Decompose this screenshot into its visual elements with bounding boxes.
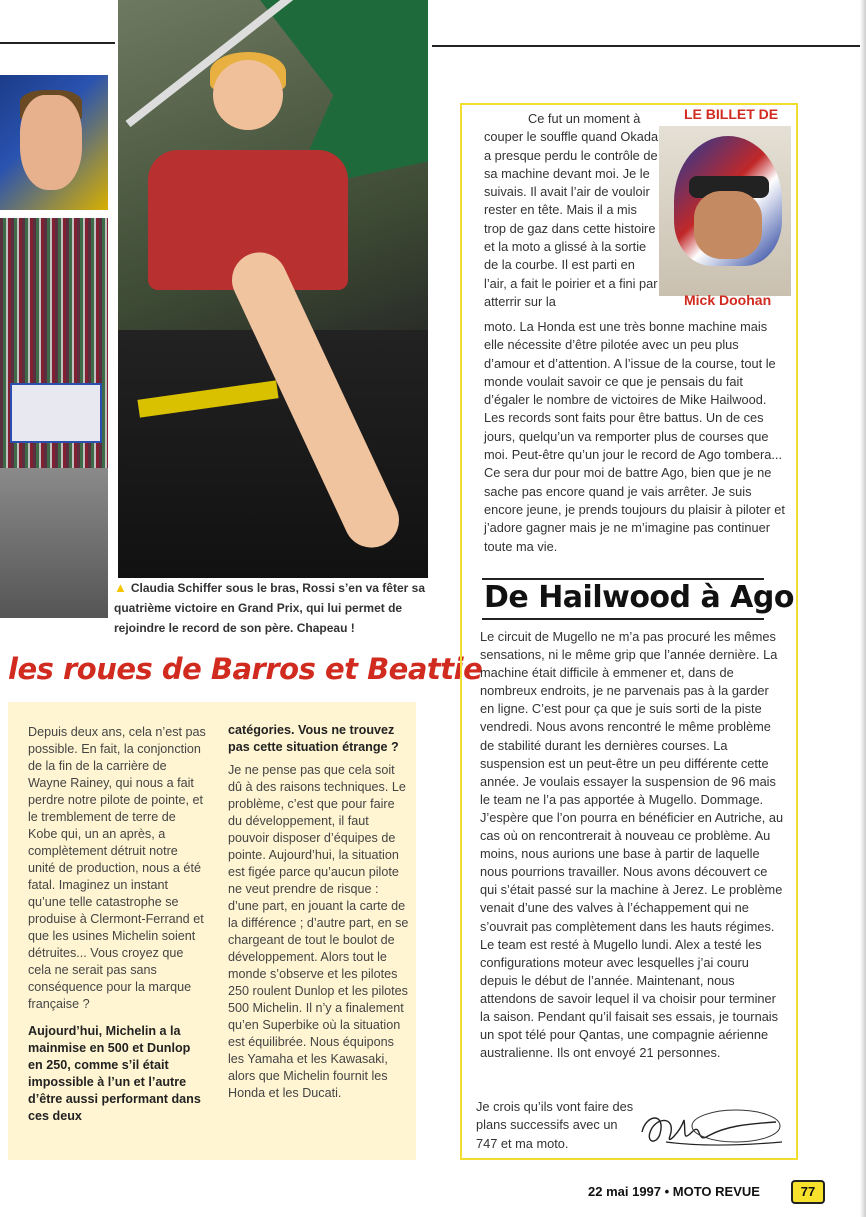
photo-caption	[114, 578, 426, 638]
caption-text: Claudia Schiffer sous le bras, Rossi s’en va fêter sa quatrième victoire en Grand Prix, qui lui permet de rejoindre le record de son père. Chapeau !	[114, 581, 425, 635]
article-column-2	[228, 722, 410, 1102]
page-edge	[860, 0, 866, 1217]
doohan-portrait	[659, 126, 791, 296]
article-column-1	[28, 724, 208, 1125]
billet-subhead: De Hailwood à Ago	[484, 580, 794, 615]
billet-header: LE BILLET DE	[684, 106, 779, 122]
billet-intro-narrow: Ce fut un moment à couper le souffle quand Okada a presque perdu le contrôle de sa machine devant moi. Je le suivais. Il avait l’air de vouloir rester en tête. Mais il a mis trop de gaz dans cette histoire et la moto a glissé à la sortie de la courbe. Il est parti en l’air, a fait le poirier et a fini par atterrir sur la	[484, 111, 659, 309]
billet-tail-text: Je crois qu’ils vont faire des plans successifs avec un 747 et ma moto.	[476, 1099, 634, 1151]
rider-portrait-photo	[0, 75, 108, 210]
article-paragraph: Je ne pense pas que cela soit dû à des raisons techniques. Le problème, c’est que pour faire du développement, il faut pouvoir disposer d’équipes de pointe. Aujourd’hui, la situation est figée parce qu’aucun pilote ne veut prendre de risque : d’une part, en jouant la carte de la différence ; d’autre part, en se chargeant de tout le boulot de développement. Alors tout le monde s’observe et les pilotes 250 roulent Dunlop et les pilotes 500 Michelin. Il n’y a finalement qu’en Superbike où la situation est équilibrée. Nous équipons les Yamaha et les Kawasaki, alors que Michelin fournit les Honda et les Ducati.	[228, 763, 409, 1100]
article-paragraph: Depuis deux ans, cela n’est pas possible. En fait, la conjonction de la fin de la carrière de Wayne Rainey, qui nous a fait perdre notre pilote de pointe, et le tremblement de terre de Kobe qui, un an après, a complètement détruit notre unité de production, nous a été fatal. Imaginez un instant qu’une telle catastrophe se produise à Clermont-Ferrand et que les usines Michelin soient détruites... Vous croyez que cela ne serait pas sans conséquence pour la marque française ?	[28, 725, 206, 1011]
billet-intro-wide: moto. La Honda est une très bonne machine mais elle nécessite d’être pilotée avec un peu plus d’amour et d’attention. A l’issue de la course, tout le monde voulait savoir ce que je pensais du fait d’égaler le nombre de victoires de Mike Hailwood. Les records sont faits pour être battus. Un de ces jours, quelqu’un va remporter plus de courses que moi. Peut-être qu’un jour le record de Ago tombera... Ce sera dur pour moi de battre Ago, bien que je ne sache pas encore quand je vais arrêter. Je suis encore jeune, je prends toujours du plaisir à piloter et j’adore gagner mais je ne m’imagine pas continuer toute ma vie.	[484, 319, 785, 554]
subhead-rule-bottom	[482, 618, 764, 620]
main-photo-rossi	[118, 0, 428, 578]
billet-second-text: Le circuit de Mugello ne m’a pas procuré les mêmes sensations, ni le même grip que l’année dernière. La machine était difficile à emmener et, dans de nombreux endroits, je ne parvenais pas à la garder en ligne. C’est pour ça que je suis sorti de la piste vendredi. Nous avons rencontré le même problème de stabilité durant les dernières courses. La suspension est un peut-être un peu différente cette année. Je voulais essayer la suspension de 96 mais le team ne l’a pas apportée à Mugello. Dommage. J’espère que l’on pourra en bénéficier en Autriche, au cas où on rencontrerait à nouveau ce problème. Au moins, nous aurions une base à partir de laquelle nous pourrions travailler. Nous avons découvert ce qui s’était passé sur la machine à Jerez. Le problème venait d’une des valves à l’échappement qui ne s’ouvrait pas complètement dans les hauts régimes. Le team est resté à Mugello lundi. Alex a testé les configurations moteur avec lesquelles j’ai couru depuis le début de l’année. Maintenant, nous attendons de savoir lequel il va choisir pour terminer la saison. Pendant qu’il faisait ses essais, je tournais un spot télé pour Qantas, une compagnie aérienne australienne. Ils ont envoyé 21 personnes.	[480, 629, 784, 1061]
crowd-photo	[0, 218, 108, 618]
interview-question: Aujourd’hui, Michelin a la mainmise en 500 et Dunlop en 250, comme s’il était impossible à l’un et l’autre d’être aussi performant dans ces deux	[28, 1024, 201, 1123]
top-rule-left	[0, 42, 115, 44]
page-number-badge: 77	[791, 1180, 825, 1204]
top-rule-right	[432, 45, 866, 47]
signature-image	[636, 1102, 786, 1152]
article-headline: les roues de Barros et Beattie	[8, 652, 483, 686]
interview-question: catégories. Vous ne trouvez pas cette situation étrange ?	[228, 723, 399, 754]
caption-triangle-icon: ▲	[114, 580, 127, 595]
page-footer: 22 mai 1997 • MOTO REVUE	[588, 1184, 760, 1199]
billet-author: Mick Doohan	[684, 292, 772, 308]
